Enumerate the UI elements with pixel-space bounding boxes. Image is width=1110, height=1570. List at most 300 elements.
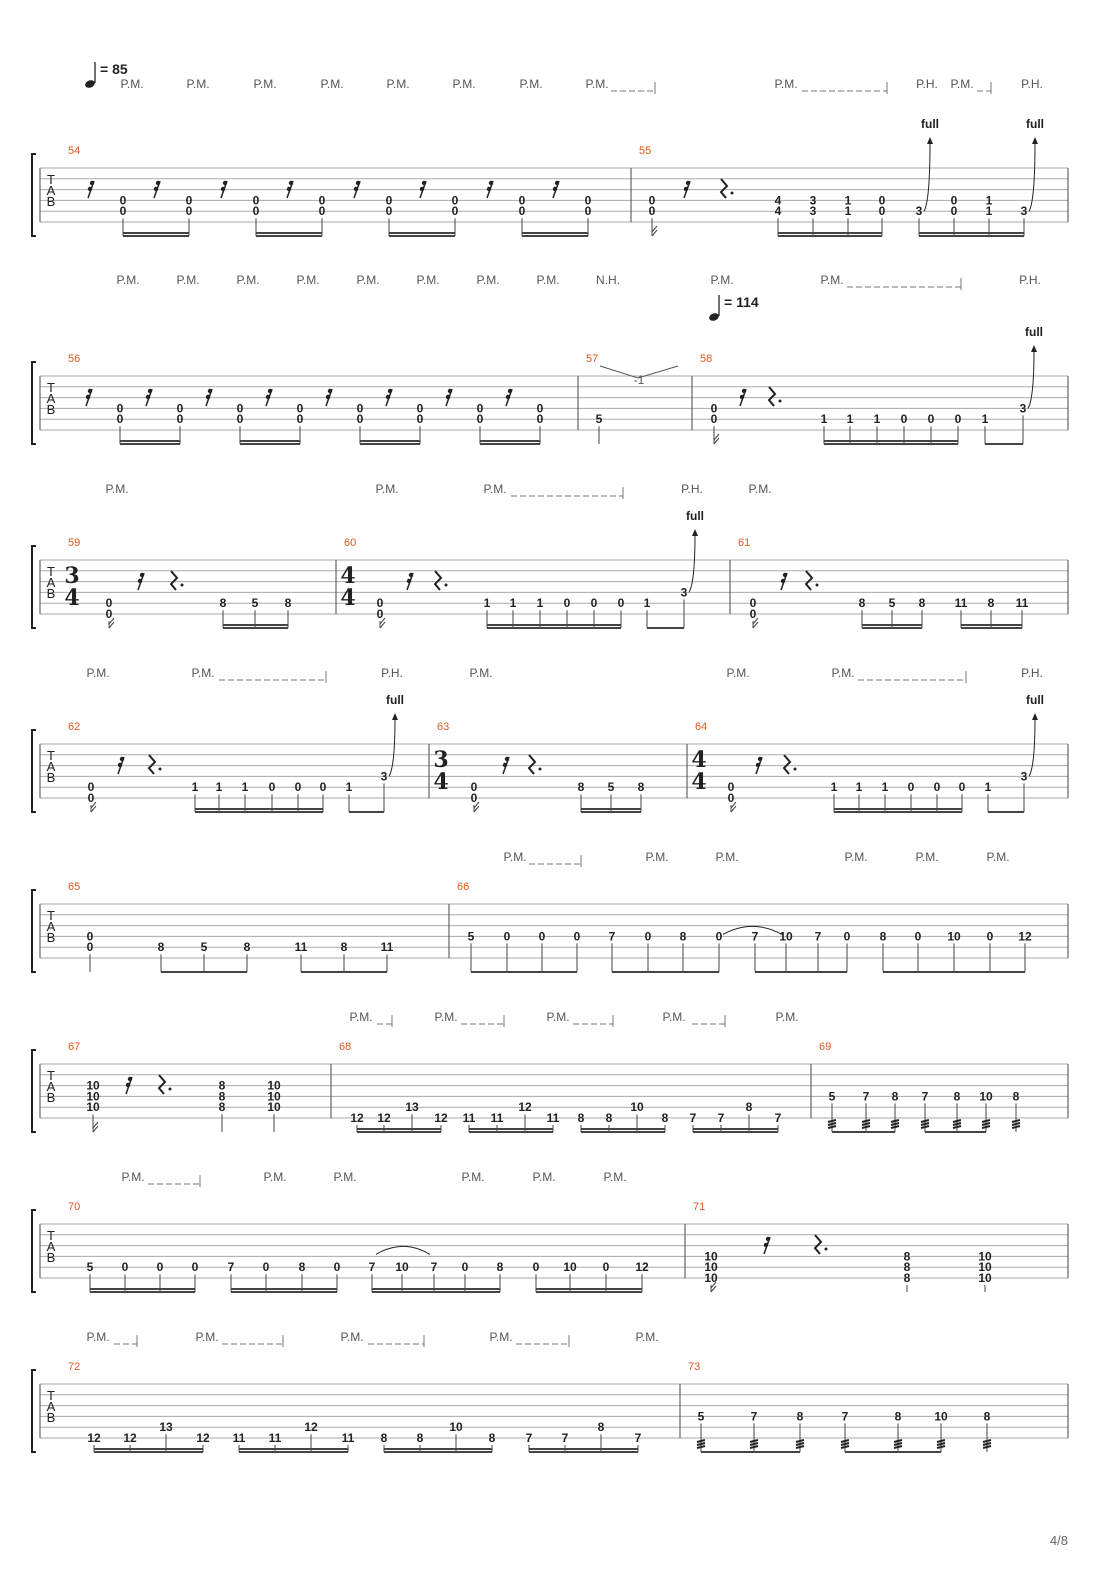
technique-label: P.H. xyxy=(381,666,403,680)
dotted-quarter-rest xyxy=(171,571,184,590)
note-group xyxy=(982,412,989,444)
fret-number: 0 xyxy=(950,204,958,219)
rest-flag xyxy=(420,187,424,191)
fret-number: 8 xyxy=(796,1409,804,1424)
fret-number: 0 xyxy=(87,791,95,805)
tab-clef-letter: T xyxy=(47,1388,55,1403)
bend-arrow xyxy=(927,137,933,144)
note-group xyxy=(334,1260,341,1292)
rest-flag xyxy=(88,389,92,393)
dotted-quarter-rest xyxy=(529,755,542,774)
note-group xyxy=(979,1089,993,1132)
tab-system xyxy=(32,1330,1068,1452)
rest-dot xyxy=(445,584,448,587)
fret-number: 5 xyxy=(86,1260,94,1275)
rest-flag xyxy=(326,395,330,399)
note-group xyxy=(934,780,941,812)
note-group xyxy=(263,1260,270,1292)
tremolo-mark xyxy=(796,1443,804,1445)
note-group xyxy=(539,929,546,972)
note-group xyxy=(916,204,923,236)
tremolo-mark xyxy=(983,1446,991,1448)
tempo-value: = 85 xyxy=(100,61,128,77)
note-group xyxy=(986,193,993,236)
fret-number: 0 xyxy=(536,401,544,416)
note-group xyxy=(894,1409,902,1452)
fret-number: 1 xyxy=(820,412,828,427)
rest-flag xyxy=(446,395,450,399)
note-group xyxy=(796,1409,804,1452)
tab-clef-letter: A xyxy=(46,183,56,198)
note-group xyxy=(86,1079,100,1132)
note-flag xyxy=(93,1122,98,1132)
fret-number: 0 xyxy=(914,929,922,944)
note-group xyxy=(431,1260,438,1292)
time-signature xyxy=(691,747,706,795)
bend-arrow xyxy=(392,713,398,720)
fret-number: 0 xyxy=(262,1260,270,1275)
tremolo-mark xyxy=(894,1446,902,1448)
tremolo-mark xyxy=(982,1126,990,1128)
note-group xyxy=(346,780,353,812)
rest-flag xyxy=(740,395,744,399)
fret-number: 1 xyxy=(881,780,889,795)
technique-label: P.M. xyxy=(483,482,507,496)
tab-clef-letter: B xyxy=(46,930,56,945)
note-group xyxy=(381,769,388,812)
tremolo-mark xyxy=(982,1123,990,1125)
rest-flag xyxy=(118,763,122,767)
fret-number: 1 xyxy=(873,412,881,427)
fret-number: 3 xyxy=(1019,401,1027,416)
tab-clef-letter: A xyxy=(46,1399,56,1414)
note-group xyxy=(504,929,511,972)
note-group xyxy=(1018,929,1032,972)
fret-number: 8 xyxy=(903,1260,911,1275)
fret-number: 5 xyxy=(467,929,475,944)
rest-flag xyxy=(783,573,787,577)
technique-label: P.M. xyxy=(416,273,440,287)
rest-flag xyxy=(505,757,509,761)
rest-dot xyxy=(181,584,184,587)
note-group xyxy=(752,929,759,972)
page-number: 4/8 xyxy=(1049,1533,1068,1548)
tremolo-mark xyxy=(953,1126,961,1128)
note-group xyxy=(847,412,854,444)
note-group xyxy=(955,596,968,628)
note-group xyxy=(928,412,935,444)
measure-number: 70 xyxy=(68,1201,81,1213)
note-group xyxy=(228,1260,235,1292)
fret-number: 8 xyxy=(219,596,227,611)
fret-number: 8 xyxy=(496,1260,504,1275)
rest-flag xyxy=(487,187,491,191)
rest-flag xyxy=(156,181,160,185)
bend-curve xyxy=(1028,350,1034,408)
note-group xyxy=(177,401,184,444)
technique-label: N.H. xyxy=(596,273,620,287)
note-group xyxy=(638,780,645,812)
tab-clef-letter: T xyxy=(47,172,55,187)
tremolo-mark xyxy=(982,1120,990,1122)
dotted-quarter-rest xyxy=(806,571,819,590)
system-bracket xyxy=(32,546,36,628)
fret-number: 3 xyxy=(1020,769,1028,784)
measure-number: 60 xyxy=(344,537,357,549)
tremolo-mark xyxy=(697,1443,705,1445)
fret-number: 8 xyxy=(218,1089,226,1104)
rest-flag xyxy=(266,395,270,399)
measure-number: 73 xyxy=(688,1361,701,1373)
fret-number: 8 xyxy=(679,929,687,944)
tab-clef-letter: B xyxy=(46,1090,56,1105)
technique-label: P.M. xyxy=(603,1170,627,1184)
fret-number: 7 xyxy=(561,1431,569,1445)
rest-glyph xyxy=(149,755,155,774)
note-group xyxy=(157,1260,164,1292)
note-group xyxy=(269,780,276,812)
technique-label: P.M. xyxy=(476,273,500,287)
fret-number: 12 xyxy=(87,1431,101,1445)
time-sig-numerator: 3 xyxy=(433,747,449,773)
note-group xyxy=(978,1249,992,1292)
tab-clef-letter: A xyxy=(46,759,56,774)
whammy-amount: -1 xyxy=(633,373,645,387)
tremolo-mark xyxy=(796,1440,804,1442)
fret-number: 8 xyxy=(953,1089,961,1104)
rest-flag xyxy=(422,181,426,185)
fret-number: 7 xyxy=(751,929,759,944)
fret-number: 0 xyxy=(563,596,571,611)
technique-label: P.M. xyxy=(820,273,844,287)
tremolo-mark xyxy=(937,1443,945,1445)
fret-number: 10 xyxy=(267,1089,281,1104)
fret-number: 11 xyxy=(490,1111,504,1125)
fret-number: 0 xyxy=(538,929,546,944)
measure-number: 57 xyxy=(586,353,599,365)
fret-number: 0 xyxy=(648,204,656,219)
tempo-value: = 114 xyxy=(724,294,759,310)
tab-system xyxy=(32,77,1068,236)
tremolo-mark xyxy=(697,1446,705,1448)
rest-flag xyxy=(289,181,293,185)
note-group xyxy=(828,1089,836,1132)
note-group xyxy=(919,596,926,628)
note-group xyxy=(117,401,124,444)
note-group xyxy=(186,193,193,236)
tremolo-mark xyxy=(891,1126,899,1128)
technique-label: P.M. xyxy=(844,850,868,864)
fret-number: 0 xyxy=(710,412,718,427)
tremolo-mark xyxy=(937,1440,945,1442)
fret-number: 0 xyxy=(644,929,652,944)
bend-curve xyxy=(689,534,695,592)
technique-label: P.M. xyxy=(333,1170,357,1184)
tremolo-mark xyxy=(953,1123,961,1125)
rest-flag xyxy=(684,187,688,191)
fret-number: 11 xyxy=(954,596,968,611)
note-group xyxy=(716,929,723,972)
fret-number: 0 xyxy=(843,929,851,944)
technique-label: P.M. xyxy=(726,666,750,680)
tremolo-mark xyxy=(862,1123,870,1125)
quarter-note-icon xyxy=(708,312,720,322)
bend-arrow xyxy=(1032,713,1038,720)
fret-number: 0 xyxy=(116,401,124,416)
note-group xyxy=(1020,401,1027,444)
fret-number: 10 xyxy=(86,1089,100,1104)
note-group xyxy=(578,780,585,812)
technique-label: P.M. xyxy=(263,1170,287,1184)
technique-label: P.M. xyxy=(116,273,140,287)
fret-number: 8 xyxy=(340,940,348,955)
rest-glyph xyxy=(171,571,177,590)
fret-number: 10 xyxy=(86,1078,100,1093)
fret-number: 0 xyxy=(86,929,94,944)
technique-label: P.M. xyxy=(775,1010,799,1024)
fret-number: 13 xyxy=(159,1420,173,1435)
rest-flag xyxy=(138,579,142,583)
fret-number: 7 xyxy=(814,929,822,944)
fret-number: 12 xyxy=(196,1431,210,1445)
tremolo-mark xyxy=(796,1446,804,1448)
note-group xyxy=(1021,204,1028,236)
note-group xyxy=(596,412,603,444)
fret-number: 0 xyxy=(318,204,326,219)
technique-label: P.M. xyxy=(120,77,144,91)
fret-number: 10 xyxy=(704,1260,718,1275)
note-group xyxy=(815,929,822,972)
rest-flag xyxy=(90,181,94,185)
rest-flag xyxy=(503,763,507,767)
fret-number: 5 xyxy=(828,1089,836,1104)
fret-number: 0 xyxy=(376,607,384,621)
fret-number: 0 xyxy=(727,791,735,805)
technique-label: P.M. xyxy=(296,273,320,287)
fret-number: 8 xyxy=(605,1111,613,1125)
rest-flag xyxy=(128,1077,132,1081)
fret-number: 1 xyxy=(345,780,353,795)
technique-label: P.M. xyxy=(195,1330,219,1344)
rest-flag xyxy=(88,187,92,191)
note-group xyxy=(219,1079,226,1132)
fret-number: 1 xyxy=(981,412,989,427)
note-group xyxy=(369,1260,376,1292)
tremolo-mark xyxy=(862,1120,870,1122)
fret-number: 0 xyxy=(749,596,757,611)
tab-clef-letter: B xyxy=(46,770,56,785)
note-group xyxy=(120,193,127,236)
rest-flag xyxy=(508,389,512,393)
note-group xyxy=(901,412,908,444)
fret-number: 0 xyxy=(602,1260,610,1275)
note-group xyxy=(519,193,526,236)
fret-number: 8 xyxy=(637,780,645,795)
technique-label: P.M. xyxy=(469,666,493,680)
fret-number: 0 xyxy=(105,607,113,621)
measure-number: 64 xyxy=(695,721,708,733)
fret-number: 8 xyxy=(416,1431,424,1445)
dotted-quarter-rest xyxy=(159,1075,172,1094)
note-group xyxy=(564,596,571,628)
fret-number: 0 xyxy=(416,401,424,416)
technique-label: P.M. xyxy=(320,77,344,91)
tremolo-mark xyxy=(828,1120,836,1122)
fret-number: 0 xyxy=(986,929,994,944)
technique-label: P.M. xyxy=(349,1010,373,1024)
fret-number: 5 xyxy=(200,940,208,955)
note-group xyxy=(697,1409,705,1452)
note-group xyxy=(267,1079,281,1132)
fret-number: 4 xyxy=(774,204,782,219)
fret-number: 8 xyxy=(858,596,866,611)
fret-number: 10 xyxy=(704,1249,718,1264)
rest-flag xyxy=(221,187,225,191)
note-group xyxy=(635,1260,649,1292)
tab-clef-letter: T xyxy=(47,908,55,923)
note-group xyxy=(882,780,889,812)
note-group xyxy=(216,780,223,812)
note-group xyxy=(844,929,851,972)
fret-number: 1 xyxy=(855,780,863,795)
fret-number: 11 xyxy=(546,1111,560,1125)
fret-number: 1 xyxy=(985,204,993,219)
note-group xyxy=(357,401,364,444)
note-group xyxy=(750,596,758,628)
note-group xyxy=(386,193,393,236)
technique-label: P.M. xyxy=(519,77,543,91)
rest-flag xyxy=(407,579,411,583)
rest-flag xyxy=(388,389,392,393)
fret-number: 0 xyxy=(252,193,260,208)
technique-label: P.M. xyxy=(645,850,669,864)
note-group xyxy=(244,940,251,972)
fret-number: 1 xyxy=(643,596,651,611)
dotted-quarter-rest xyxy=(769,387,782,406)
fret-number: 0 xyxy=(268,780,276,795)
fret-number: 8 xyxy=(879,929,887,944)
tab-clef-letter: B xyxy=(46,194,56,209)
technique-label: P.M. xyxy=(356,273,380,287)
fret-number: 0 xyxy=(878,204,886,219)
fret-number: 12 xyxy=(123,1431,137,1445)
fret-number: 0 xyxy=(950,193,958,208)
time-sig-denominator: 4 xyxy=(340,585,356,611)
fret-number: 12 xyxy=(350,1111,364,1125)
note-group xyxy=(862,1089,870,1132)
fret-number: 3 xyxy=(680,585,688,600)
fret-number: 0 xyxy=(191,1260,199,1275)
fret-number: 1 xyxy=(215,780,223,795)
note-group xyxy=(341,940,348,972)
fret-number: 0 xyxy=(236,401,244,416)
rest-dot xyxy=(159,768,162,771)
rest-flag xyxy=(764,1243,768,1247)
fret-number: 0 xyxy=(573,929,581,944)
fret-number: 8 xyxy=(488,1431,496,1445)
fret-number: 7 xyxy=(689,1111,697,1125)
note-group xyxy=(471,780,479,812)
fret-number: 0 xyxy=(185,193,193,208)
note-group xyxy=(563,1260,577,1292)
fret-number: 8 xyxy=(243,940,251,955)
note-group xyxy=(987,929,994,972)
technique-label: P.M. xyxy=(340,1330,364,1344)
note-group xyxy=(959,780,966,812)
note-group xyxy=(1012,1089,1020,1132)
note-group xyxy=(158,940,165,972)
note-group xyxy=(297,401,304,444)
tab-clef-letter: T xyxy=(47,1068,55,1083)
technique-label: P.M. xyxy=(375,482,399,496)
fret-number: 8 xyxy=(894,1409,902,1424)
technique-label: P.M. xyxy=(748,482,772,496)
tab-system xyxy=(32,850,1068,972)
technique-label: P.M. xyxy=(105,482,129,496)
rest-flag xyxy=(448,389,452,393)
rest-flag xyxy=(268,389,272,393)
tab-clef-letter: A xyxy=(46,1239,56,1254)
fret-number: 0 xyxy=(470,780,478,795)
fret-number: 3 xyxy=(809,193,817,208)
note-group xyxy=(859,596,866,628)
note-group xyxy=(395,1260,409,1292)
tremolo-mark xyxy=(983,1443,991,1445)
tremolo-mark xyxy=(921,1126,929,1128)
technique-label: P.H. xyxy=(916,77,938,91)
rest-flag xyxy=(354,187,358,191)
note-group xyxy=(951,193,958,236)
note-group xyxy=(510,596,517,628)
bend-amount: full xyxy=(1025,325,1043,339)
note-group xyxy=(106,596,114,628)
bend-amount: full xyxy=(921,117,939,131)
note-group xyxy=(295,780,302,812)
technique-label: P.M. xyxy=(950,77,974,91)
fret-number: 7 xyxy=(774,1111,782,1125)
fret-number: 7 xyxy=(750,1409,758,1424)
technique-label: P.M. xyxy=(461,1170,485,1184)
bend-amount: full xyxy=(386,693,404,707)
note-group xyxy=(585,193,592,236)
technique-label: P.M. xyxy=(386,77,410,91)
fret-number: 7 xyxy=(841,1409,849,1424)
tremolo-mark xyxy=(891,1123,899,1125)
note-group xyxy=(831,780,838,812)
rest-flag xyxy=(223,181,227,185)
fret-number: 0 xyxy=(296,412,304,427)
fret-number: 0 xyxy=(318,193,326,208)
note-group xyxy=(537,401,544,444)
fret-number: 8 xyxy=(918,596,926,611)
time-sig-numerator: 3 xyxy=(64,563,80,589)
note-group xyxy=(452,193,459,236)
note-group xyxy=(711,401,719,444)
fret-number: 7 xyxy=(227,1260,235,1275)
fret-number: 1 xyxy=(536,596,544,611)
rest-flag xyxy=(781,579,785,583)
tab-clef-letter: B xyxy=(46,1410,56,1425)
rest-dot xyxy=(169,1088,172,1091)
fret-number: 0 xyxy=(518,193,526,208)
fret-number: 8 xyxy=(577,1111,585,1125)
note-group xyxy=(477,401,484,444)
fret-number: 0 xyxy=(451,204,459,219)
note-group xyxy=(608,780,615,812)
fret-number: 0 xyxy=(749,607,757,621)
fret-number: 12 xyxy=(377,1111,391,1125)
technique-label: P.M. xyxy=(176,273,200,287)
